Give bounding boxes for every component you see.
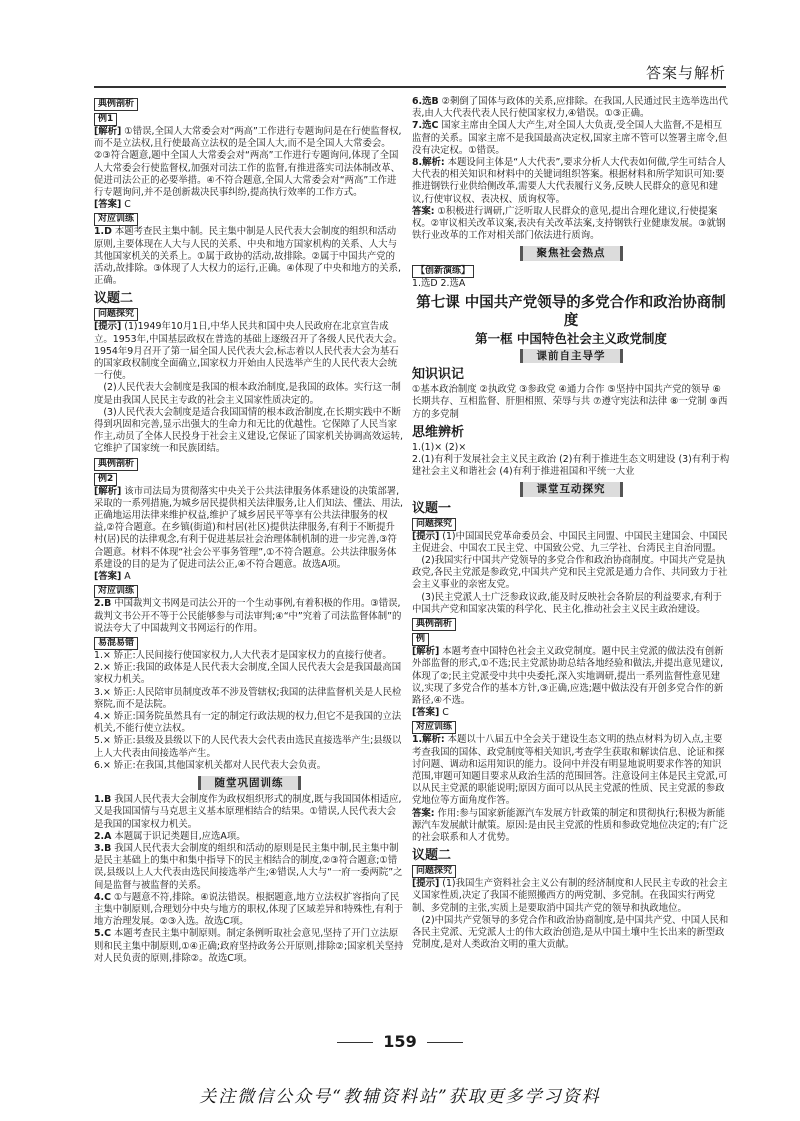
answer-label: [提示] — [94, 321, 122, 333]
answer-paragraph — [412, 531, 730, 555]
section-tag — [412, 865, 730, 878]
answer-paragraph — [94, 843, 404, 892]
answer-paragraph — [412, 707, 730, 719]
section-tag — [94, 585, 404, 598]
section-tag-label: 问题探究 — [412, 865, 456, 878]
answer-label: 3.B — [94, 842, 112, 854]
answer-paragraph — [412, 734, 730, 807]
section-banner-label: 聚焦社会热点 — [520, 246, 623, 260]
answer-text: (2)我国实行中国共产党领导的多党合作和政治协商制度。中国共产党是执政党,各民主党派是参政党,中国共产党和民主党派是通力合作、共同致力于社会主义事业的亲密友党。 — [412, 555, 728, 591]
text-line: 1.× 矫正:人民间接行使国家权力,人大代表才是国家权力的直接行使者。 — [94, 649, 392, 661]
answer-text: (1)我国生产资料社会主义公有制的经济制度和人民民主专政的社会主义国家性质,决定了我国不能照搬西方的两党制、多党制。在我国实行两党制、多党制的主张,实质上是要取消中国共产党的领导和执政地位。 — [412, 878, 728, 914]
answer-paragraph — [412, 878, 730, 915]
section-title: 知识识记 — [412, 367, 465, 383]
page-header — [0, 0, 800, 96]
section-tag — [94, 98, 404, 111]
footer-note: 关注微信公众号“教辅资料站”获取更多学习资料 — [199, 1087, 601, 1107]
answer-paragraph — [94, 486, 404, 571]
answer-label: [答案] — [412, 707, 440, 719]
answer-text: (2)人民代表大会制度是我国的根本政治制度,是我国的政体。实行这一制度是由我国人民民主专政的社会主义国家性质决定的。 — [94, 382, 401, 406]
answer-text: (3)人民代表大会制度是适合我国国情的根本政治制度,在长期实践中不断得到巩固和完善,显示出强大的生命力和无比的优越性。它保障了人民当家作主,动员了全体人民投身于社会主义建设,它保证了国家机关协调高效运转,它维护了国家统一和民族团结。 — [94, 406, 403, 455]
section-tag — [94, 637, 404, 650]
answer-text: 本题考查中国特色社会主义政党制度。题中民主党派的做法没有创新外部监督的形式,①不选;民主党派协助总结各地经验和做法,并提出意见建议,体现了②;民主党派受中共中央委托,深入实地调研,提出一系列监督性意见建议,实现了多党合作的基本方针,③正确,应选;题中做法没有开创多党合作的新路径,④不选。 — [412, 646, 724, 706]
text-line: 5.× 矫正:县级及县级以下的人民代表大会代表由选民直接选举产生;县级以上人大代表由间接选举产生。 — [94, 735, 402, 759]
page-number-dash-left — [337, 1042, 373, 1043]
section-tag — [412, 721, 730, 734]
answer-text: 本题考查民主集中制。民主集中制是人民代表大会制度的组织和活动原则,主要体现在人大与人民的关系、中央和地方国家机构的关系、人大与其他国家机关的关系上。①属于政协的活动,故排除。②属于中国共产党的活动,故排除。③体现了人大权力的运行,正确。④体现了中央和地方的关系,正确。 — [94, 226, 402, 287]
answer-paragraph — [412, 592, 730, 616]
answer-text: 本题以十八届五中全会关于建设生态文明的热点材料为切入点,主要考查我国的国体、政党制度等相关知识,考查学生获取和解读信息、论证和探讨问题、调动和运用知识的能力。设问中并没有明显地说明要求作答的知识范围,审题可知题目要求从政治生活的范围回答。注意设问主体是民主党派,可以从民主党派的职能说明;原因方面可以从民主党派的性质、民主党派的参政党地位等方面角度作答。 — [412, 734, 728, 807]
answer-paragraph — [94, 199, 404, 211]
answer-label: 2.A — [94, 830, 112, 842]
answer-text: A — [121, 571, 131, 583]
answer-text: C — [439, 707, 449, 719]
answer-label: [答案] — [94, 199, 122, 211]
answer-label: [答案] — [94, 571, 122, 583]
page-number-block — [0, 1032, 800, 1051]
answer-paragraph — [94, 794, 404, 831]
answer-text: (2)中国共产党领导的多党合作和政治协商制度,是中国共产党、中国人民和各民主党派、无党派人士的伟大政治创造,是从中国土壤中生长出来的新型政党制度,是对人类政治文明的重大贡献。 — [412, 914, 729, 951]
section-banner-label: 课前自主导学 — [520, 349, 623, 363]
answer-paragraph — [412, 808, 730, 845]
answer-text: ①积极进行调研,广泛听取人民群众的意见,提出合理化建议,行使提案权。②审议相关改革议案,表决有关改革法案,支持钢铁行业健康发展。③就钢铁行业改革的工作对相关部门依法进行质询。 — [412, 205, 726, 242]
section-tag — [94, 308, 404, 321]
answer-text: ①与题意不符,排除。④说法错误。根据题意,地方立法权扩容指向了民主集中制原则,合理划分中央与地方的职权,体现了区域差异和特殊性,有利于地方治理发展。②③入选。故选C项。 — [94, 891, 403, 928]
answer-label: [提示] — [412, 530, 440, 542]
section-banner — [412, 349, 730, 363]
header-rule — [94, 86, 726, 88]
section-tag-label: 对应训练 — [412, 721, 456, 734]
section-tag — [94, 473, 404, 486]
section-tag-label: 典例剖析 — [94, 98, 138, 111]
section-title: 议题二 — [94, 291, 134, 307]
text-line: 1.(1)× (2)× — [412, 441, 467, 453]
answer-text: 中国裁判文书网是司法公开的一个生动事例,有着积极的作用。③错误,裁判文书公开不等于公民能够参与司法审判;④“中”究着了司法监督体制”的说法夸大了中国裁判文书网运行的作用。 — [94, 598, 402, 634]
answer-label: 7.选C — [412, 120, 439, 132]
answer-paragraph — [412, 157, 730, 206]
section-tag — [94, 458, 404, 471]
section-banner-label: 随堂巩固训练 — [198, 776, 301, 790]
section-tag — [412, 633, 730, 646]
text-line: 2.(1)有利于发展社会主义民主政治 (2)有利于推进生态文明建设 (3)有利于构建社会主义和谐社会 (4)有利于推进祖国和平统一大业 — [412, 454, 730, 478]
text-line: 2.× 矫正:我国的政体是人民代表大会制度,全国人民代表大会是我国最高国家权力机关。 — [94, 662, 402, 686]
answer-text: ①错误,全国人大常委会对“两高”工作进行专题询问是在行使监督权,而不是立法权,且行使最高立法权的是全国人大,而不是全国人大常委会。②③符合题意,题中全国人大常委会对“两高”工作进行专题询问,体现了全国人大常委会行使监督权,加强对司法工作的监督,有推进落实司法体制改革、促进司法公正的必要举措。④不符合题意,全国人大常委会对“两高”工作进行专题询问,并不是创新裁决民事纠纷,提高执行效率的工作方式。 — [94, 126, 402, 199]
answer-label: 5.C — [94, 928, 111, 940]
answer-label: 答案: — [412, 807, 435, 819]
answer-label: 4.C — [94, 891, 111, 903]
page-number-dash-right — [427, 1042, 463, 1043]
answer-text: 国家主席由全国人大产生,对全国人大负责,受全国人大监督,不是相互监督的关系。国家主席不是我国最高决定权,国家主席不管可以签署主席令,但没有决定权。①错误。 — [412, 120, 728, 156]
answer-label: [解析] — [94, 485, 122, 497]
answer-label: 1.B — [94, 794, 112, 806]
section-tag-label: 问题探究 — [412, 518, 456, 531]
answer-text: 本题考查民主集中制原则。制定条例听取社会意见,坚持了开门立法原则和民主集中制原则,①④正确;政府坚持政务公开原则,排除②;国家机关坚持对人民负责的原则,排除②。故选C项。 — [94, 928, 404, 964]
section-banner-label: 课堂互动探究 — [520, 482, 623, 496]
answer-label: 1.解析: — [412, 734, 445, 746]
answer-paragraph — [412, 96, 730, 120]
section-banner — [412, 482, 730, 496]
section-tag — [412, 518, 730, 531]
answer-label: 答案: — [412, 205, 435, 217]
header-title: 答案与解析 — [645, 64, 726, 82]
answer-text: (3)民主党派人士广泛参政议政,能及时反映社会各阶层的利益要求,有利于中国共产党和国家决策的科学化、民主化,推动社会主义民主政治建设。 — [412, 591, 722, 615]
section-tag-label: 例 — [412, 633, 429, 646]
answer-paragraph — [412, 120, 730, 157]
answer-label: 8.解析: — [412, 157, 445, 169]
answer-label: 6.选B — [412, 96, 439, 107]
answer-label: [解析] — [94, 126, 122, 137]
section-tag-label: 易混易错 — [94, 637, 138, 650]
right-column — [412, 96, 730, 1118]
answer-paragraph — [412, 646, 730, 707]
answer-label: 1.D — [94, 226, 112, 238]
answer-paragraph — [94, 831, 404, 843]
section-title: 议题一 — [412, 500, 452, 516]
answer-text: (1)中国国民党革命委员会、中国民主同盟、中国民主建国会、中国民主促进会、中国农工民主党、中国致公党、九三学社、台湾民主自治同盟。 — [412, 530, 728, 554]
answer-paragraph — [94, 321, 404, 382]
section-banner — [94, 776, 404, 790]
section-tag-label: 问题探究 — [94, 308, 138, 321]
text-line: 1.选D 2.选A — [412, 277, 466, 289]
page-number: 159 — [383, 1032, 417, 1051]
left-column — [94, 96, 404, 1118]
answer-paragraph — [94, 407, 404, 456]
answer-text: 本题设问主体是“人大代表”,要求分析人大代表如何做,学生可结合人大代表的相关知识和材料中的关键词组织答案。根据材料和所学知识可知:要推进钢铁行业供给侧改革,需要人大代表履行义务,反映人民群众的意见和建议,行使审议权、表决权、质询权等。 — [412, 157, 726, 205]
answer-paragraph — [412, 915, 730, 952]
section-tag — [412, 618, 730, 631]
answer-text: C — [121, 199, 131, 211]
frame-title: 第一框 中国特色社会主义政党制度 — [475, 330, 667, 346]
section-tag-label: 对应训练 — [94, 213, 138, 226]
answer-paragraph — [412, 206, 730, 243]
section-tag-label: 典例剖析 — [94, 458, 138, 471]
answer-text: 本题属于识记类题目,应选A项。 — [111, 830, 246, 842]
answer-paragraph — [94, 928, 404, 965]
answer-label: [解析] — [412, 646, 440, 658]
answer-text: 我国人民代表大会制度的组织和活动的原则是民主集中制,民主集中制是民主基础上的集中和集中指导下的民主相结合的制度,②③符合题意;①错误,县级以上人大代表由选民间接选举产生;④错误,人大与“一府一委两院”之间是监督与被监督的关系。 — [94, 842, 403, 891]
section-tag — [94, 113, 404, 126]
answer-text: 作用:参与国家新能源汽车发展方针政策的制定和贯彻执行;积极为新能源汽车发展献计献策。原因:是由民主党派的性质和参政党地位决定的;有广泛的社会联系和人才优势。 — [412, 807, 728, 843]
answer-paragraph — [94, 892, 404, 929]
text-line: ①基本政治制度 ②执政党 ③参政党 ④通力合作 ⑤坚持中国共产党的领导 ⑥长期共存、互相监督、肝胆相照、荣辱与共 ⑦遵守宪法和法律 ⑧一党制 ⑨西方的多党制 — [412, 384, 728, 420]
section-tag-label: 典例剖析 — [412, 618, 456, 631]
answer-text: ②剩倒了国体与政体的关系,应排除。在我国,人民通过民主选举选出代表,由人大代表代表人民行使国家权力,④错误。①③正确。 — [412, 96, 728, 120]
text-line: 6.× 矫正:在我国,其他国家机关都对人民代表大会负责。 — [94, 759, 327, 771]
lesson-title: 第七课 中国共产党领导的多党合作和政治协商制度 — [416, 294, 726, 329]
section-title: 思维辨析 — [412, 424, 465, 440]
text-line: 4.× 矫正:国务院虽然具有一定的制定行政法规的权力,但它不是我国的立法机关,不能行使立法权。 — [94, 710, 402, 735]
section-tag-label: 【创新演练】 — [412, 265, 474, 278]
section-title: 议题二 — [412, 848, 452, 864]
section-tag-label: 例1 — [94, 113, 117, 126]
answer-paragraph — [94, 598, 404, 635]
answer-text: 该市司法局为贯彻落实中央关于公共法律服务体系建设的决策部署,采取的一系列措施,为城乡居民提供相关法律服务,让人们知法、懂法、用法,正确地运用法律来维护权益,维护了城乡居民平等享有公共法律服务的权益,②符合题意。在乡镇(街道)和村居(社区)提供法律服务,有利于不断提升村(居)民的法律观念,有利于促进基层社会治理体制机制的进一步完善,③符合题意。材料不体现“社会公平事务管理”,①不符合题意。公共法律服务体系建设的目的是为了促进司法公正,④不符合题意。故选A项。 — [94, 485, 403, 570]
section-tag — [412, 265, 730, 278]
section-tag-label: 例2 — [94, 473, 117, 486]
text-line: 3.× 矫正:人民陪审员制度改革不涉及管辖权;我国的法律监督机关是人民检察院,而不是法院。 — [94, 686, 402, 710]
answer-text: (1)1949年10月1日,中华人民共和国中央人民政府在北京宣告成立。1953年,中国基层政权在普选的基础上逐级召开了各级人民代表大会。1954年9月召开了第一届全国人民代表大会,标志着以人民代表大会为基石的国家政权制度全面确立,国家权力开始由人民选举产生的人民代表大会统一行使。 — [94, 321, 403, 382]
answer-paragraph — [94, 126, 404, 199]
section-tag — [94, 213, 404, 226]
answer-text: 我国人民代表大会制度作为政权组织形式的制度,既与我国国体相适应,又是我国国情与马克思主义基本原理相结合的结果。①错误,人民代表大会是我国的国家权力机关。 — [94, 794, 402, 830]
answer-paragraph — [412, 555, 730, 592]
answer-label: [提示] — [412, 878, 440, 890]
answer-paragraph — [94, 226, 404, 287]
section-tag-label: 对应训练 — [94, 585, 138, 598]
answer-paragraph — [94, 382, 404, 406]
section-banner — [412, 246, 730, 260]
answer-label: 2.B — [94, 598, 112, 610]
answer-paragraph — [94, 571, 404, 583]
